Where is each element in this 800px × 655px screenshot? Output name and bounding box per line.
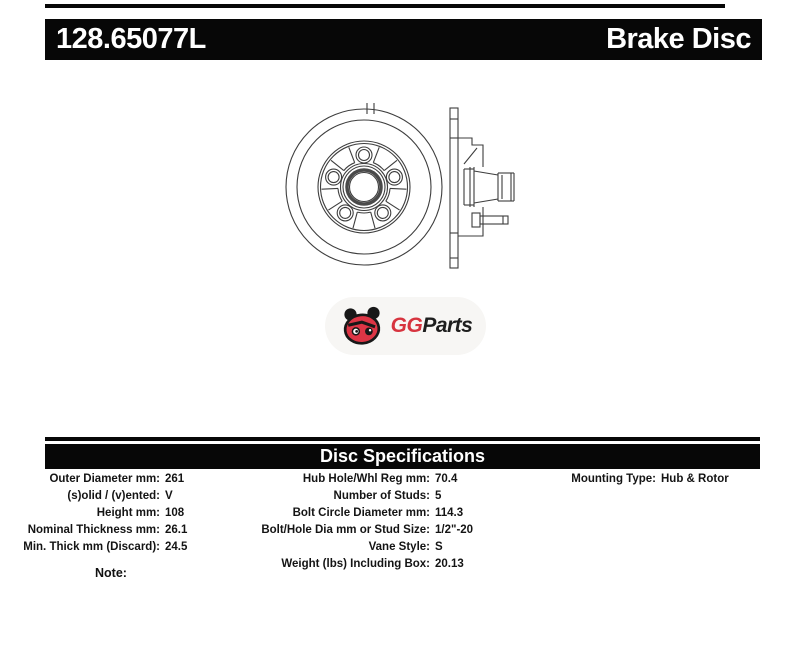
ggparts-logo — [325, 297, 486, 355]
header-bar — [45, 19, 762, 60]
spec-value: 108 — [165, 506, 185, 519]
spec-label: Number of Studs: — [333, 489, 430, 502]
product-type: Brake Disc — [606, 23, 751, 55]
spec-row — [530, 470, 800, 487]
spec-label: Bolt/Hole Dia mm or Stud Size: — [261, 523, 430, 536]
spec-row — [250, 555, 540, 572]
spec-value: 20.13 — [435, 557, 464, 570]
spec-row — [0, 504, 280, 521]
spec-label: Weight (lbs) Including Box: — [281, 557, 430, 570]
spec-row — [0, 470, 280, 487]
spec-value: 24.5 — [165, 540, 188, 553]
spec-row — [0, 521, 280, 538]
spec-column-left — [0, 470, 280, 555]
stud-holes — [326, 147, 403, 221]
logo-gg: GG — [390, 314, 423, 337]
spec-section-rule — [45, 437, 760, 441]
spec-label: (s)olid / (v)ented: — [67, 489, 160, 502]
spec-row — [250, 538, 540, 555]
brake-disc-side-view — [450, 108, 514, 268]
spec-value: 26.1 — [165, 523, 188, 536]
logo-parts: Parts — [422, 314, 473, 337]
spec-label: Mounting Type: — [571, 472, 656, 485]
spec-value: Hub & Rotor — [661, 472, 729, 485]
logo-wordmark — [391, 314, 473, 338]
spec-row — [0, 487, 280, 504]
spec-label: Hub Hole/Whl Reg mm: — [302, 472, 430, 485]
spec-value: 114.3 — [435, 506, 464, 519]
spec-label: Outer Diameter mm: — [49, 472, 160, 485]
spec-row — [0, 538, 280, 555]
hub-web-spokes — [322, 147, 407, 228]
spec-row — [250, 487, 540, 504]
spec-value: 261 — [165, 472, 185, 485]
spec-column-right — [530, 470, 800, 487]
spec-row — [250, 521, 540, 538]
spec-label: Min. Thick mm (Discard): — [23, 540, 160, 553]
spec-label: Nominal Thickness mm: — [27, 523, 160, 536]
spec-label: Vane Style: — [368, 540, 430, 553]
spec-label: Bolt Circle Diameter mm: — [292, 506, 430, 519]
spec-value: 5 — [435, 489, 442, 502]
spec-row — [250, 470, 540, 487]
note-label: Note: — [95, 566, 127, 580]
brake-disc-technical-drawing — [270, 90, 530, 290]
spec-section-title: Disc Specifications — [45, 444, 760, 469]
brake-disc-front-view — [286, 103, 442, 265]
ggparts-mascot-icon — [339, 303, 385, 349]
spec-value: V — [165, 489, 173, 502]
spec-value: 1/2"-20 — [435, 523, 474, 536]
top-rule — [45, 4, 725, 8]
spec-row — [250, 504, 540, 521]
spec-value: S — [435, 540, 443, 553]
spec-value: 70.4 — [435, 472, 458, 485]
spec-column-middle — [250, 470, 540, 572]
part-number: 128.65077L — [56, 23, 206, 55]
spec-label: Height mm: — [96, 506, 160, 519]
brake-disc-drawing-svg — [270, 90, 530, 290]
wheel-stud — [472, 213, 508, 227]
